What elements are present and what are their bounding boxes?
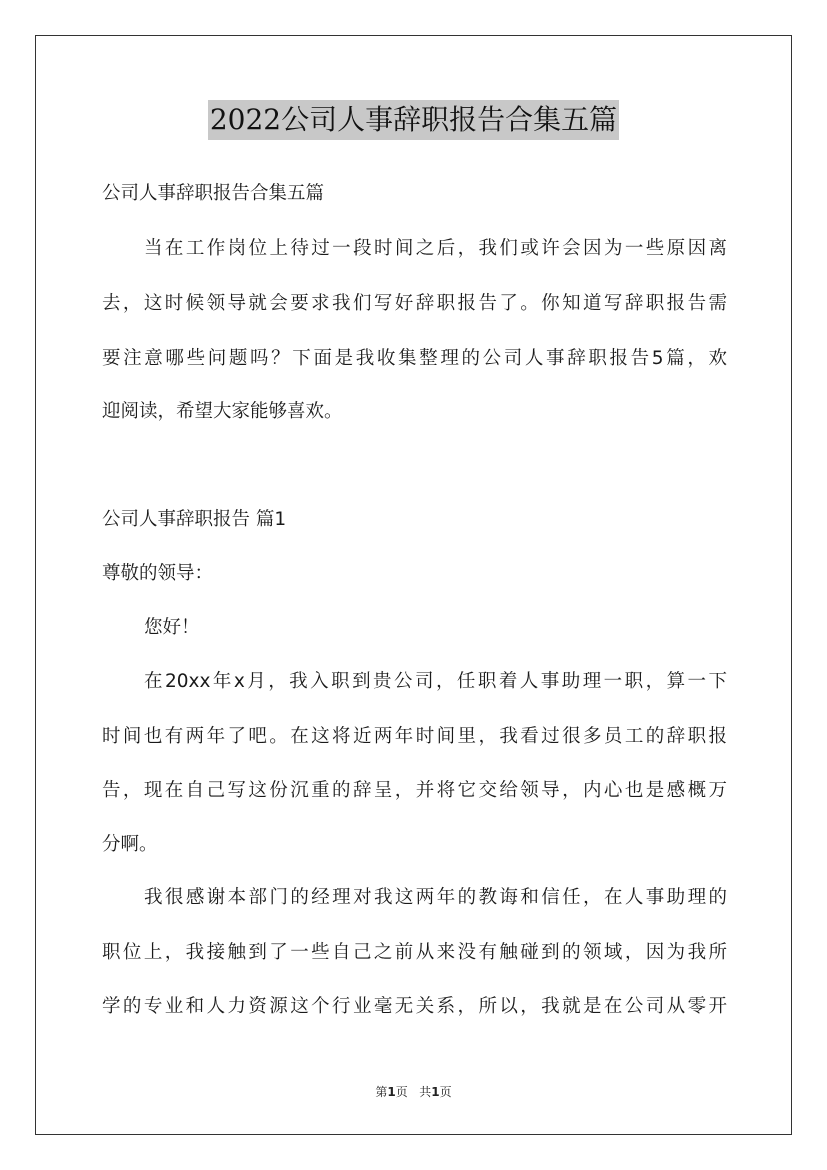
- section-heading: 公司人事辞职报告 篇1: [102, 509, 287, 530]
- paragraph-line: 分啊。: [102, 834, 158, 855]
- total-suffix: 页: [439, 1085, 452, 1099]
- page-total: 1: [431, 1085, 440, 1099]
- title-container: [0, 100, 827, 140]
- page-suffix: 页: [395, 1085, 408, 1099]
- paragraph-line: 在20xx年x月，我入职到贵公司，任职着人事助理一职，算一下: [144, 671, 727, 692]
- intro-line: 当在工作岗位上待过一段时间之后，我们或许会因为一些原因离: [144, 238, 727, 259]
- greeting: 您好！: [144, 617, 200, 638]
- intro-line: 去，这时候领导就会要求我们写好辞职报告了。你知道写辞职报告需: [102, 293, 727, 314]
- paragraph-line: 我很感谢本部门的经理对我这两年的教诲和信任，在人事助理的: [144, 887, 727, 908]
- paragraph-line: 职位上，我接触到了一些自己之前从来没有触碰到的领域，因为我所: [102, 942, 727, 963]
- document-subtitle: 公司人事辞职报告合集五篇: [102, 183, 325, 204]
- intro-line: 迎阅读，希望大家能够喜欢。: [102, 401, 343, 422]
- page-footer: [0, 1083, 827, 1101]
- salutation: 尊敬的领导：: [102, 563, 214, 584]
- page-prefix: 第: [375, 1085, 388, 1099]
- intro-line: 要注意哪些问题吗？下面是我收集整理的公司人事辞职报告5篇，欢: [102, 348, 727, 369]
- paragraph-line: 告，现在自己写这份沉重的辞呈，并将它交给领导，内心也是感概万: [102, 780, 727, 801]
- document-title: 2022公司人事辞职报告合集五篇: [208, 100, 619, 140]
- paragraph-line: 时间也有两年了吧。在这将近两年时间里，我看过很多员工的辞职报: [102, 726, 727, 747]
- paragraph-line: 学的专业和人力资源这个行业毫无关系，所以，我就是在公司从零开: [102, 996, 727, 1017]
- page-current: 1: [387, 1085, 396, 1099]
- total-prefix: 共: [419, 1085, 432, 1099]
